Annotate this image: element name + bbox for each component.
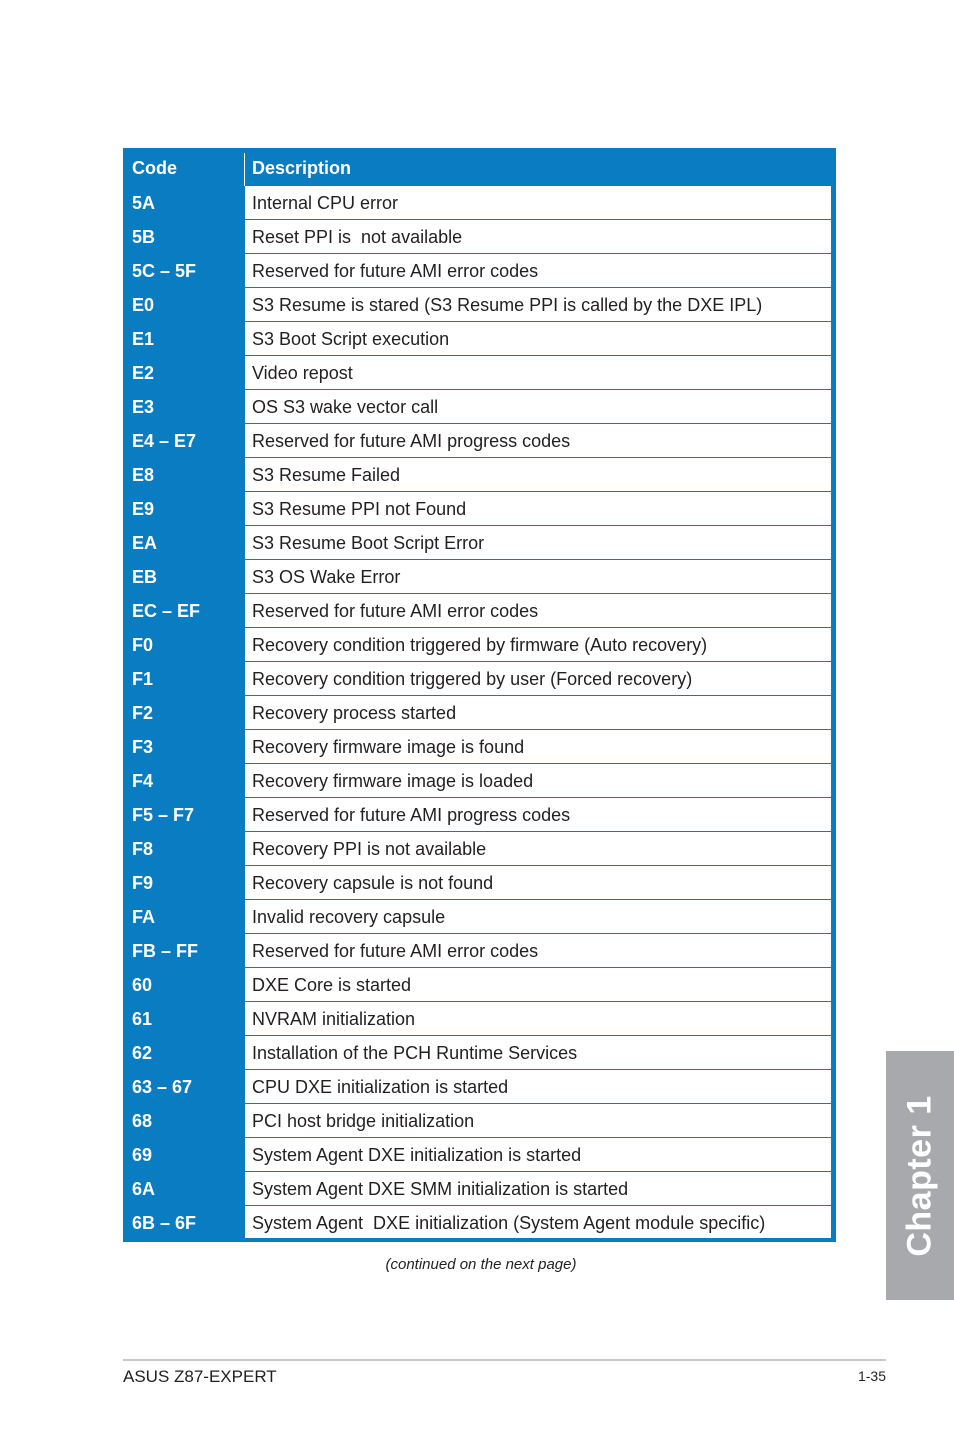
description-cell: PCI host bridge initialization — [245, 1104, 831, 1137]
code-cell: F8 — [132, 839, 154, 859]
table-header — [123, 148, 836, 186]
table-row — [123, 526, 836, 560]
table-row — [123, 356, 836, 390]
description-cell: CPU DXE initialization is started — [245, 1070, 831, 1103]
table-row — [123, 696, 836, 730]
footer-divider — [123, 1359, 886, 1361]
table-row — [123, 424, 836, 458]
description-cell: Recovery condition triggered by user (Forced recovery) — [245, 662, 831, 695]
code-cell: E8 — [132, 465, 155, 485]
description-cell: System Agent DXE initialization is started — [245, 1138, 831, 1171]
table-row — [123, 1070, 836, 1104]
code-cell: 69 — [132, 1145, 153, 1165]
code-cell: F4 — [132, 771, 154, 791]
description-cell: DXE Core is started — [245, 968, 831, 1001]
table-row — [123, 866, 836, 900]
description-cell: Reset PPI is not available — [245, 220, 831, 253]
description-cell: Reserved for future AMI progress codes — [245, 424, 831, 457]
code-cell: 61 — [132, 1009, 153, 1029]
table-row — [123, 1172, 836, 1206]
code-cell: E2 — [132, 363, 155, 383]
description-cell: S3 Resume Boot Script Error — [245, 526, 831, 559]
description-cell: Recovery firmware image is loaded — [245, 764, 831, 797]
description-cell: Internal CPU error — [245, 186, 831, 219]
table-row — [123, 832, 836, 866]
table-row — [123, 220, 836, 254]
description-cell: System Agent DXE initialization (System Agent module specific) — [245, 1206, 831, 1238]
description-cell: Reserved for future AMI error codes — [245, 254, 831, 287]
description-cell: Reserved for future AMI error codes — [245, 594, 831, 627]
code-cell: F2 — [132, 703, 154, 723]
table-row — [123, 628, 836, 662]
code-cell: 5B — [132, 227, 156, 247]
description-cell: S3 Resume PPI not Found — [245, 492, 831, 525]
description-cell: S3 Boot Script execution — [245, 322, 831, 355]
code-cell: FA — [132, 907, 156, 927]
description-cell: Recovery process started — [245, 696, 831, 729]
code-cell: EA — [132, 533, 158, 553]
table-row — [123, 560, 836, 594]
table-row — [123, 764, 836, 798]
code-cell: F1 — [132, 669, 154, 689]
table-row — [123, 492, 836, 526]
table-row — [123, 934, 836, 968]
chapter-tab-label: Chapter 1 — [900, 1094, 939, 1257]
code-cell: 6A — [132, 1179, 156, 1199]
table-row — [123, 1206, 836, 1240]
code-cell: 68 — [132, 1111, 153, 1131]
table-row — [123, 186, 836, 220]
description-cell: Recovery firmware image is found — [245, 730, 831, 763]
code-cell: F0 — [132, 635, 154, 655]
code-cell: E1 — [132, 329, 155, 349]
header-description: Description — [252, 158, 352, 178]
code-cell: E3 — [132, 397, 155, 417]
table-row — [123, 900, 836, 934]
code-cell: E9 — [132, 499, 155, 519]
code-cell: 63 – 67 — [132, 1077, 193, 1097]
code-cell: F9 — [132, 873, 154, 893]
table-body — [123, 186, 836, 1240]
code-cell: EC – EF — [132, 601, 201, 621]
description-cell: S3 OS Wake Error — [245, 560, 831, 593]
table-row — [123, 458, 836, 492]
table-row — [123, 1002, 836, 1036]
header-code: Code — [132, 158, 177, 178]
description-cell: Recovery PPI is not available — [245, 832, 831, 865]
table-row — [123, 1104, 836, 1138]
table-row — [123, 390, 836, 424]
code-cell: E4 – E7 — [132, 431, 197, 451]
continued-note: (continued on the next page) — [385, 1256, 577, 1273]
description-cell: Video repost — [245, 356, 831, 389]
code-cell: F3 — [132, 737, 154, 757]
table-row — [123, 662, 836, 696]
footer-product: ASUS Z87-EXPERT — [123, 1367, 277, 1386]
code-table — [123, 148, 836, 1242]
description-cell: Reserved for future AMI error codes — [245, 934, 831, 967]
code-cell: FB – FF — [132, 941, 198, 961]
table-row — [123, 730, 836, 764]
description-cell: Invalid recovery capsule — [245, 900, 831, 933]
code-cell: F5 – F7 — [132, 805, 195, 825]
description-cell: Reserved for future AMI progress codes — [245, 798, 831, 831]
description-cell: OS S3 wake vector call — [245, 390, 831, 423]
description-cell: S3 Resume is stared (S3 Resume PPI is called by the DXE IPL) — [245, 288, 831, 321]
description-cell: S3 Resume Failed — [245, 458, 831, 491]
code-cell: 5C – 5F — [132, 261, 197, 281]
table-row — [123, 1138, 836, 1172]
table-row — [123, 594, 836, 628]
code-cell: EB — [132, 567, 158, 587]
code-cell: 62 — [132, 1043, 153, 1063]
description-cell: NVRAM initialization — [245, 1002, 831, 1035]
description-cell: Installation of the PCH Runtime Services — [245, 1036, 831, 1069]
code-cell: 6B – 6F — [132, 1213, 197, 1233]
code-cell: 5A — [132, 193, 156, 213]
table-row — [123, 288, 836, 322]
code-cell: 60 — [132, 975, 153, 995]
footer-page-number: 1-35 — [857, 1368, 886, 1384]
table-row — [123, 968, 836, 1002]
code-cell: E0 — [132, 295, 155, 315]
table-row — [123, 254, 836, 288]
header-separator — [244, 153, 245, 186]
table-row — [123, 322, 836, 356]
table-row — [123, 1036, 836, 1070]
description-cell: Recovery capsule is not found — [245, 866, 831, 899]
table-row — [123, 798, 836, 832]
description-cell: System Agent DXE SMM initialization is started — [245, 1172, 831, 1205]
description-cell: Recovery condition triggered by firmware (Auto recovery) — [245, 628, 831, 661]
chapter-tab — [886, 1051, 954, 1300]
